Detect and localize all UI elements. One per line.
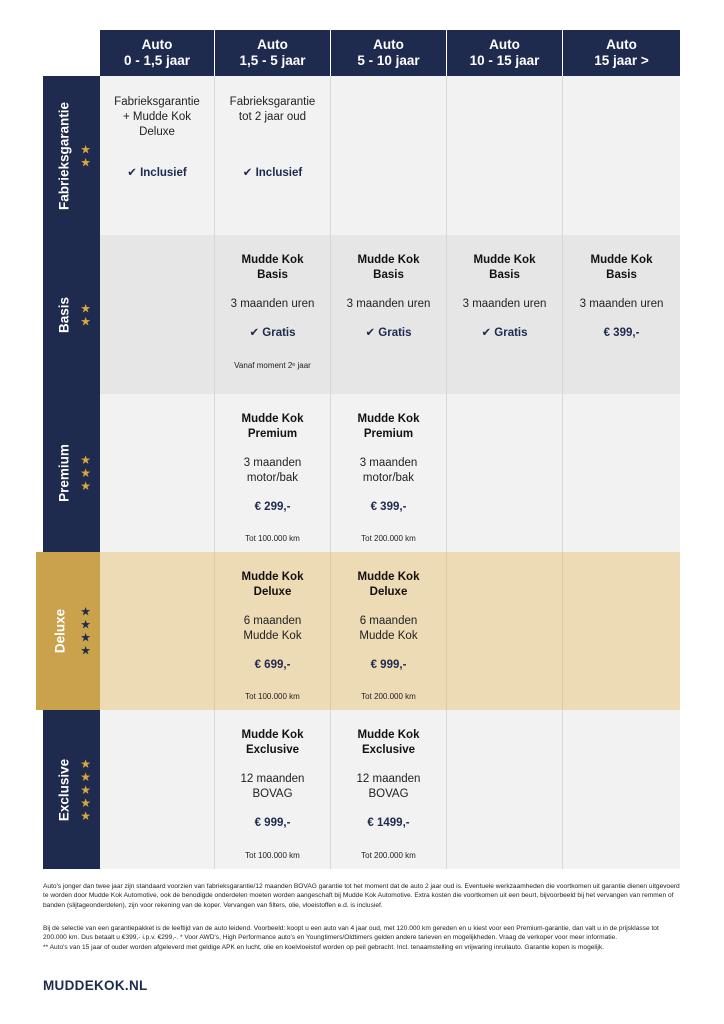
coverage-period: 6 maanden: [359, 615, 418, 627]
star-icon: ★: [80, 630, 91, 645]
price: ✔ Gratis: [481, 327, 528, 339]
package-name: Basis: [373, 269, 404, 281]
package-name: Exclusive: [361, 744, 416, 756]
row-label-text: Basis: [56, 296, 71, 333]
star-icon: ★: [80, 782, 91, 797]
column-header-line2: 0 - 1,5 jaar: [123, 53, 191, 68]
row-label-deluxe: [36, 552, 100, 710]
price: € 699,-: [254, 659, 291, 671]
cell: [215, 552, 331, 710]
price: € 999,-: [370, 659, 407, 671]
coverage-period: 12 maanden: [356, 773, 421, 785]
column-header-15-plus: [563, 30, 680, 76]
package-name: Mudde Kok: [357, 254, 420, 266]
stars-2: [80, 143, 91, 168]
cell: [215, 710, 331, 869]
mileage-limit: Tot 100.000 km: [245, 692, 300, 701]
footnote-3: ** Auto's van 15 jaar of ouder worden afgeleverd met geldige APK en lucht, olie en koelvloeistof worden op peil gebracht. Incl. tenaamstelling en vrijwaring inruilauto. Garantie kopen is mogelijk.: [43, 944, 604, 951]
coverage-period: 3 maanden: [243, 457, 302, 469]
price: € 299,-: [254, 501, 291, 513]
coverage-period: 12 maanden: [240, 773, 305, 785]
row-label-text: Fabrieksgarantie: [56, 101, 71, 210]
package-name: Basis: [257, 269, 288, 281]
included-status: ✔ Inclusief: [127, 167, 187, 179]
row-exclusive: [100, 710, 680, 869]
cell: [563, 394, 680, 552]
cell: [100, 394, 215, 552]
column-header-line1: Auto: [606, 37, 637, 52]
coverage-type: Mudde Kok: [243, 630, 302, 642]
cell: [447, 710, 563, 869]
star-icon: ★: [80, 142, 91, 156]
cell: [563, 76, 680, 235]
star-icon: ★: [80, 453, 91, 467]
cell: [331, 76, 447, 235]
coverage-type: motor/bak: [362, 472, 415, 484]
star-icon: ★: [80, 479, 91, 493]
cell: [331, 235, 447, 394]
row-label-exclusive: [43, 710, 100, 869]
cell: [563, 235, 680, 394]
star-icon: ★: [80, 617, 91, 632]
cell: [447, 76, 563, 235]
stars-2: [80, 302, 91, 327]
package-description: Fabrieksgarantie + Mudde Kok Deluxe: [114, 96, 200, 138]
mileage-limit: Tot 200.000 km: [361, 534, 416, 543]
package-name: Mudde Kok: [241, 413, 304, 425]
footnote-1: Auto's jonger dan twee jaar zijn standaard voorzien van fabrieksgarantie/12 maanden BOVAG garantie tot het moment dat de auto 2 jaar oud is. Eventuele werkzaamheden die voortkomen uit garantie dienen uitgevoerd te worden door Mudde Kok Automotive, ook de benodigde onderdelen moeten worden aangeschaft bij Mudde Kok Automotive. Extra kosten die voortkomen uit een beurt, bijvoorbeeld bij het vervangen van remmen of banden (slijtageonderdelen), zijn voor rekening van de koper. Vervangen van filters, olie, vloeistoffen e.d. is inclusief.: [43, 883, 680, 909]
coverage-period: 3 maanden: [359, 457, 418, 469]
mileage-limit: Tot 100.000 km: [245, 851, 300, 860]
cell: [331, 394, 447, 552]
cell: [447, 552, 563, 710]
package-name: Mudde Kok: [357, 729, 420, 741]
package-name: Exclusive: [245, 744, 300, 756]
coverage-period: 3 maanden uren: [579, 298, 664, 310]
row-premium: [100, 394, 680, 552]
column-header-line2: 5 - 10 jaar: [357, 53, 420, 68]
column-header-5-10: [331, 30, 446, 76]
included-status: ✔ Inclusief: [242, 167, 303, 179]
cell: [215, 235, 331, 394]
package-name: Mudde Kok: [241, 254, 304, 266]
package-name: Mudde Kok: [241, 571, 304, 583]
package-name: Mudde Kok: [590, 254, 653, 266]
price: € 999,-: [254, 817, 291, 829]
coverage-period: 6 maanden: [243, 615, 302, 627]
price: € 399,-: [370, 501, 407, 513]
cell: [331, 710, 447, 869]
column-header-line2: 10 - 15 jaar: [469, 53, 540, 68]
column-header-line1: Auto: [141, 37, 173, 52]
coverage-type: motor/bak: [246, 472, 299, 484]
cell: [447, 235, 563, 394]
cell: [100, 710, 215, 869]
package-name: Premium: [247, 428, 298, 440]
brand-website-link[interactable]: MUDDEKOK.NL: [43, 978, 148, 993]
mileage-limit: Tot 200.000 km: [361, 851, 416, 860]
column-header-1.5-5: [215, 30, 330, 76]
footnote-2: Bij de selectie van een garantiepakket is de leeftijd van de auto leidend. Voorbeeld: koopt u een auto van 4 jaar oud, met 120.000 km gereden en u kiest voor een Premium-garantie, dan valt u in de prijsklasse tot 200.000 km. Dus betaalt u €399,- i.p.v. €299,-. * Voor AWD's, High Performance auto's en Youngtimers/Oldtimers gelden andere tarieven en mogelijkheden. Vraag de verkoper voor meer informatie.: [43, 925, 659, 942]
package-name: Mudde Kok: [473, 254, 536, 266]
package-name: Mudde Kok: [241, 729, 304, 741]
star-icon: ★: [80, 155, 91, 169]
cell: [563, 710, 680, 869]
coverage-period: 3 maanden uren: [462, 298, 547, 310]
cell: [215, 76, 331, 235]
star-icon: ★: [80, 604, 91, 619]
column-header-10-15: [447, 30, 562, 76]
cell: [563, 552, 680, 710]
package-name: Deluxe: [369, 586, 408, 598]
price: ✔ Gratis: [365, 327, 412, 339]
row-label-text: Deluxe: [52, 608, 68, 654]
star-icon: ★: [80, 808, 91, 823]
cell: [215, 394, 331, 552]
package-description: Fabrieksgarantie tot 2 jaar oud: [229, 96, 316, 123]
package-name: Mudde Kok: [357, 413, 420, 425]
coverage-period: 3 maanden uren: [346, 298, 431, 310]
row-label-fabrieksgarantie: [43, 76, 100, 235]
column-header-0-1.5: [100, 30, 214, 76]
star-icon: ★: [80, 756, 91, 771]
note: Vanaf moment 2ᵉ jaar: [234, 361, 311, 370]
star-icon: ★: [80, 301, 91, 315]
stars-5: [80, 758, 91, 822]
star-icon: ★: [80, 466, 91, 480]
row-label-basis: [43, 235, 100, 394]
price: ✔ Gratis: [249, 327, 296, 339]
cell: [447, 394, 563, 552]
star-icon: ★: [80, 643, 91, 658]
cell: [100, 235, 215, 394]
row-fabrieksgarantie: [100, 76, 680, 235]
column-header-line1: Auto: [257, 37, 288, 52]
package-name: Deluxe: [253, 586, 292, 598]
column-header-line2: 1,5 - 5 jaar: [239, 53, 306, 68]
row-label-text: Exclusive: [56, 758, 71, 821]
package-name: Basis: [606, 269, 637, 281]
star-icon: ★: [80, 795, 91, 810]
coverage-period: 3 maanden uren: [230, 298, 315, 310]
price: € 399,-: [603, 327, 640, 339]
column-header-line1: Auto: [489, 37, 520, 52]
cell: [100, 76, 215, 235]
column-header-line2: 15 jaar >: [594, 53, 649, 68]
stars-4: [80, 606, 91, 657]
package-name: Basis: [489, 269, 520, 281]
coverage-type: BOVAG: [368, 788, 409, 800]
price: € 1499,-: [367, 817, 410, 829]
star-icon: ★: [80, 314, 91, 328]
row-label-premium: [43, 394, 100, 552]
cell: [100, 552, 215, 710]
cell: [331, 552, 447, 710]
coverage-type: Mudde Kok: [359, 630, 418, 642]
row-deluxe: [100, 552, 680, 710]
mileage-limit: Tot 200.000 km: [361, 692, 416, 701]
star-icon: ★: [80, 769, 91, 784]
package-name: Premium: [363, 428, 414, 440]
mileage-limit: Tot 100.000 km: [245, 534, 300, 543]
coverage-type: BOVAG: [252, 788, 293, 800]
column-header-line1: Auto: [373, 37, 404, 52]
row-label-text: Premium: [56, 444, 71, 502]
row-basis: [100, 235, 680, 394]
package-name: Mudde Kok: [357, 571, 420, 583]
stars-3: [80, 454, 91, 492]
